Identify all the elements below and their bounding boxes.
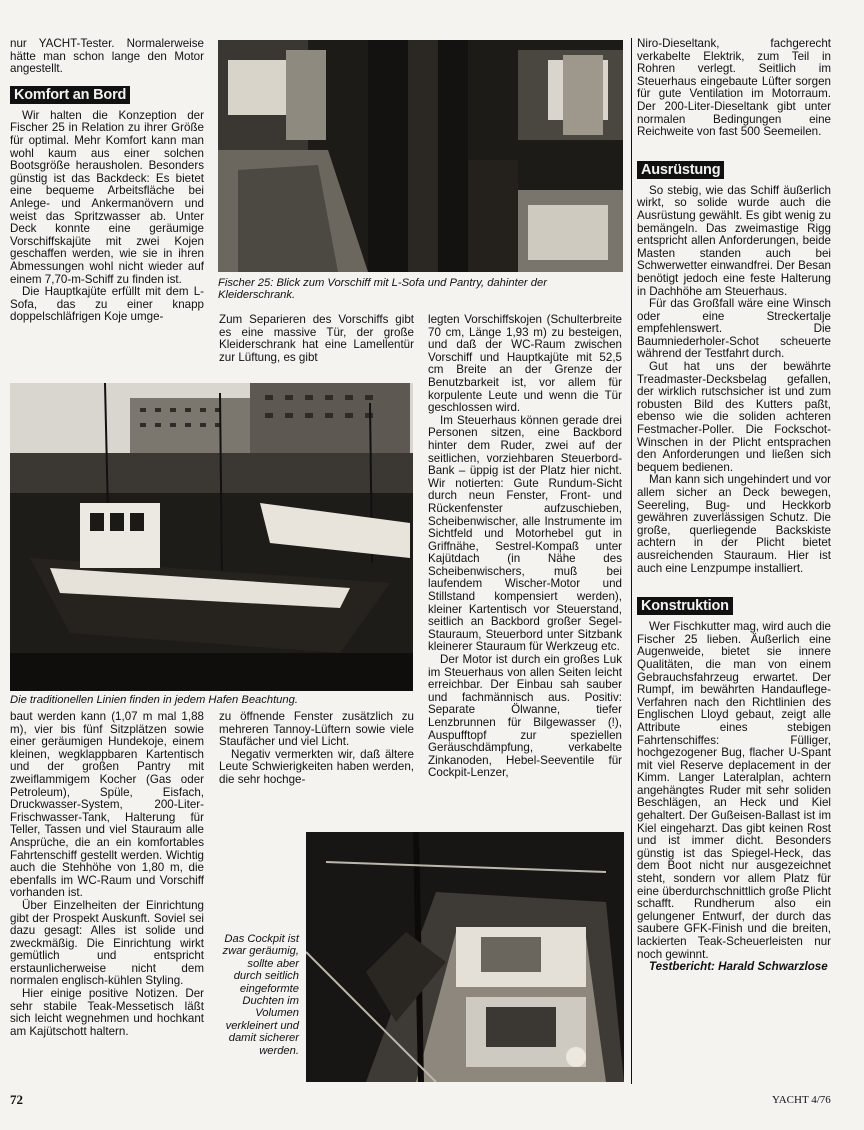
paragraph: Wir halten die Konzeption der Fischer 25 in Relation zu ihrer Größe für optimal. Mehr Komfort kann man wohl kaum aus einer solchen Bootsgröße herausholen. Besonders günstig ist das Backdeck: Es bietet eine bequeme Arbeitsfläche bei Anlege- und Ankermanövern und weist das Spritzwasser ab. Unter Deck konnte eine geräumige Vorschiffskajüte mit zwei Kojen geschaffen werden, wie sie in ihren Abmessungen wohl nicht wieder auf einem 7,70-m-Schiff zu finden ist. (10, 108, 204, 286)
paragraph: Negativ vermerkten wir, daß ältere Leute Schwierigkeiten haben werden, die sehr hochge- (219, 747, 414, 786)
column-2-middle (219, 314, 414, 364)
paragraph: Die Hauptkajüte erfüllt mit dem L-Sofa, das zu einer knapp doppelschläfrigen Koje umge- (10, 285, 204, 324)
cabin-photo (218, 40, 623, 272)
issue-label: YACHT 4/76 (772, 1094, 831, 1106)
paragraph: Wer Fischkutter mag, wird auch die Fischer 25 lieben. Äußerlich eine Augenweide, bietet sie innere Qualitäten, die man von einem Gebrauchsfahrzeug erwartet. Der Rumpf, im bewährten Handauflege-Verfahren nach den Richtlinien des Englischen Lloyd gebaut, zeigt alle Attribute eines stebigen Fahrtenschiffes: Fülliger, hochgezogener Bug, flacher U-Spant mit viel Reserve deplacement in der Kimm. Langer Lateralplan, achtern angehängtes Ruder mit sehr soliden Beschlägen, an Heck und Kiel gehaltert. Der Gußeisen-Ballast ist im Kiel eingeharzt. Das gibt keinen Rost und ist immer dicht. Besonders günstig ist das Spiegel-Heck, das dem Boot nicht nur ausgezeichnet steht, sondern vor allem Platz für eine überdurchschnittlich große Plicht schafft. Rundherum also ein gelungener Entwurf, der durch das saubere GFK-Finish und die breiten, lackierten Teak-Scheuerleisten nur noch gewinnt. (637, 620, 831, 961)
column-1-top (10, 38, 204, 324)
harbor-photo (10, 383, 413, 691)
paragraph: So stebig, wie das Schiff äußerlich wirkt, so solide wurde auch die Ausrüstung gewählt. Es gibt wenig zu bemängeln. Das zweimastige Rigg entspricht allen Anforderungen, beide Masten standen auch bei Schwerwetter einwandfrei. Der Besan benötigt jedoch eine feste Halterung in Dachhöhe am Steuerhaus. (637, 183, 831, 298)
column-1-bottom (10, 711, 204, 1038)
paragraph: Gut hat uns der bewährte Treadmaster-Decksbelag gefallen, der wirklich rutschsicher ist und zum robusten Bild des Kutters paßt, ebenso wie die soliden achteren Festmacher-Poller. Die Fockschot-Winschen in der Plicht entsprachen den Anforderungen und ließen sich bequem bedienen. (637, 360, 831, 474)
paragraph: Zum Separieren des Vorschiffs gibt es eine massive Tür, der große Kleiderschrank hat eine Lamellentür zur Lüftung, es gibt (219, 313, 414, 364)
paragraph: Niro-Dieseltank, fachgerecht verkabelte Elektrik, zum Teil in Rohren verlegt. Seitlich im Steuerhaus eingebaute Lüfter sorgen für gute Ventilation im Motorraum. Der 200-Liter-Dieseltank gibt unter normalen Bedingungen eine Reichweite von fast 500 Seemeilen. (637, 37, 831, 139)
section-heading-komfort: Komfort an Bord (10, 86, 130, 104)
paragraph: legten Vorschiffskojen (Schulterbreite 70 cm, Länge 1,93 m) zu besteigen, und daß der WC-Raum zwischen Vorschiff und Hauptkajüte mit 52,5 cm Breite an der Grenze der Benutzbarkeit ist, vor allem für korpulente Leute und wenn die Tür geschlossen wird. (428, 313, 622, 415)
paragraph: baut werden kann (1,07 m mal 1,88 m), vier bis fünf Sitzplätzen sowie einer geräumigen Hundekoje, einem kleinen, wegklappbaren Kartentisch und der großen Pantry mit zweiflammigem Kocher (Gas oder Petroleum), Spüle, Eisfach, Druckwasser-System, 200-Liter-Frischwasser-Tank, Halterung für Teller, Tassen und viel Stauraum alle Ansprüche, die an ein komfortables Fahrtenschiff gestellt werden. Wichtig auch die Stehhöhe von 1,80 m, die ebenfalls im WC-Raum und Vorschiff vorhanden ist. (10, 710, 204, 900)
caption-harbor: Die traditionellen Linien finden in jedem Hafen Beachtung. (10, 694, 298, 706)
section-heading-ausruestung: Ausrüstung (637, 161, 724, 179)
section-heading-konstruktion: Konstruktion (637, 597, 733, 615)
cockpit-photo (306, 832, 624, 1082)
column-rule (631, 38, 632, 1084)
byline: Testbericht: Harald Schwarzlose (649, 960, 828, 974)
paragraph: Über Einzelheiten der Einrichtung gibt der Prospekt Auskunft. Soviel sei dazu gesagt: Alles ist solide und zweckmäßig. Die Einrichtung wirkt gemütlich und entspricht erstaunlicherweise nicht dem normalen englisch-kühlen Styling. (10, 898, 204, 988)
column-2-bottom (219, 711, 414, 787)
paragraph: nur YACHT-Tester. Normalerweise hätte man schon lange den Motor angestellt. (10, 37, 204, 76)
column-4 (637, 38, 831, 974)
paragraph: Hier einige positive Notizen. Der sehr stabile Teak-Messetisch läßt sich leicht wegnehmen und hochkant am Kajütschott haltern. (10, 987, 204, 1038)
paragraph: zu öffnende Fenster zusätzlich zu mehreren Tannoy-Lüftern sowie viele Staufächer und viel Licht. (219, 710, 414, 749)
caption-cockpit: Das Cockpit ist zwar geräumig, sollte aber durch seitlich eingeformte Duchten im Volumen verkleinert und damit sicherer werden. (222, 933, 299, 1057)
caption-cabin: Fischer 25: Blick zum Vorschiff mit L-Sofa und Pantry, dahinter der Kleiderschrank. (218, 277, 547, 302)
paragraph: Man kann sich ungehindert und vor allem sicher an Deck bewegen, Seereling, Bug- und Heckkorb gewähren zuverlässigen Schutz. Die große, querliegende Backskiste achtern in der Plicht bietet ausreichenden Stauraum. Hier ist auch eine Lenzpumpe installiert. (637, 473, 831, 575)
paragraph: Der Motor ist durch ein großes Luk im Steuerhaus von allen Seiten leicht erreichbar. Der Einbau sah sauber und fachmännisch aus. Positiv: Separate Ölwanne, tiefer Lenzbrunnen für Bilgewasser (!), Auspufftopf zur speziellen Geräuschdämpfung, verkabelte Zinkanoden, Hebel-Seeventile für Cockpit-Lenzer, (428, 653, 622, 780)
paragraph: Für das Großfall wäre eine Winsch oder eine Streckertalje empfehlenswert. Die Baumniederholer-Schot scheuerte während der Testfahrt durch. (637, 297, 831, 361)
paragraph: Im Steuerhaus können gerade drei Personen sitzen, eine Backbord hinter dem Ruder, zwei auf der seitlichen, vorziehbaren Steuerbord-Bank – üppig ist der Platz hier nicht. Wir notierten: Gute Rundum-Sicht durch neun Fenster, Front- und Rückenfenster aufzuschieben, Scheibenwischer, alle Instrumente im Sichtfeld und Motorhebel gut in Griffnähe, Sestrel-Kompaß unter Kajütdach (in Nähe des Scheibenwischers, muß bei laufendem Wischer-Motor und Stillstand kompensiert werden), kleiner Kartentisch vor Steuerstand, seitlich an Backbord großer Segel-Stauraum, Steuerbord unter Sitzbank kleinerer Stauraum für Werkzeug etc. (428, 413, 622, 654)
column-3 (428, 314, 622, 780)
page-number: 72 (10, 1092, 23, 1107)
